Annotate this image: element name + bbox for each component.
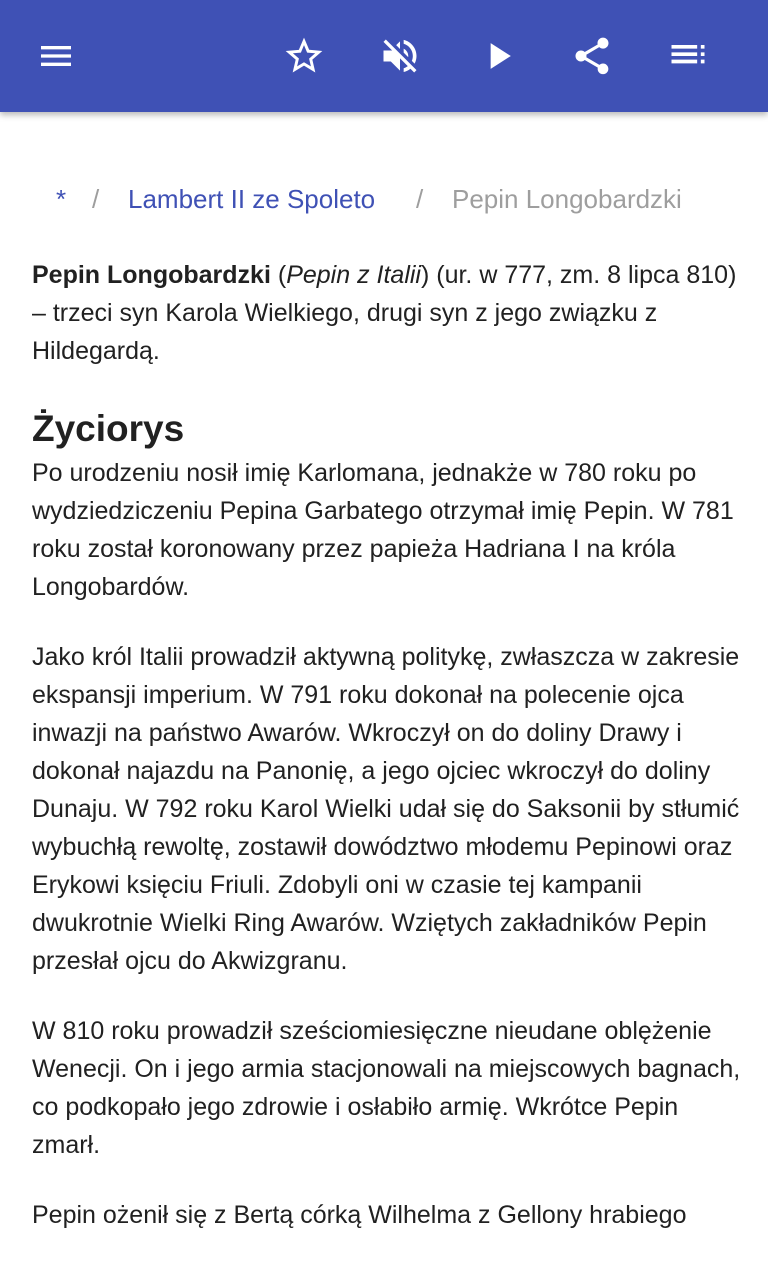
mute-button[interactable] (374, 30, 426, 82)
share-button[interactable] (566, 30, 618, 82)
paragraph: Po urodzeniu nosił imię Karlomana, jednakże w 780 roku po wydziedziczeniu Pepina Garbatego otrzymał imię Pepin. W 781 roku został koronowany przez papieża Hadriana I na króla Longobardów. (32, 459, 734, 601)
paragraph: Pepin ożenił się z Bertą córką Wilhelma z Gellony hrabiego (32, 1201, 687, 1229)
lead-text: ) (ur. w 777, zm. 8 lipca 810) – trzeci syn Karola Wielkiego, drugi syn z jego związku z Hildegardą. (32, 261, 737, 365)
table-of-contents-button[interactable] (662, 30, 714, 82)
play-icon (476, 34, 520, 78)
article-title-bold: Pepin Longobardzki (32, 261, 271, 289)
playlist-icon (666, 34, 710, 78)
paragraph: W 810 roku prowadził sześciomiesięczne nieudane oblężenie Wenecji. On i jego armia stacjonowali na miejscowych bagnach, co podkopało jego zdrowie i osłabiło armię. Wkrótce Pepin zmarł. (32, 1017, 741, 1159)
breadcrumb-current: Pepin Longobardzki (452, 184, 682, 214)
star-outline-icon (282, 34, 326, 78)
play-button[interactable] (472, 30, 524, 82)
article-content (0, 112, 768, 1280)
section-heading: Życiorys (32, 408, 185, 449)
breadcrumb (0, 182, 768, 222)
lead-paren: ( (270, 261, 287, 289)
lead-paragraph (32, 256, 744, 370)
volume-off-icon (378, 34, 422, 78)
menu-icon (36, 36, 76, 76)
share-icon (570, 34, 614, 78)
article-body (32, 256, 744, 1266)
menu-button[interactable] (30, 30, 82, 82)
breadcrumb-separator: / (416, 184, 424, 214)
breadcrumb-home-link[interactable]: * (56, 184, 67, 214)
alt-name: Pepin z Italii (286, 261, 421, 289)
breadcrumb-separator: / (92, 184, 100, 214)
favorite-button[interactable] (278, 30, 330, 82)
app-bar (0, 0, 768, 112)
breadcrumb-parent-link[interactable]: Lambert II ze Spoleto (128, 184, 376, 214)
paragraph: Jako król Italii prowadził aktywną politykę, zwłaszcza w zakresie ekspansji imperium. W 791 roku dokonał na polecenie ojca inwazji na państwo Awarów. Wkroczył on do doliny Drawy i dokonał najazdu na Panonię, a jego ojciec wkroczył do doliny Dunaju. W 792 roku Karol Wielki udał się do Saksonii by stłumić wybuchłą rewoltę, zostawił dowództwo młodemu Pepinowi oraz Erykowi księciu Friuli. Zdobyli oni w czasie tej kampanii dwukrotnie Wielki Ring Awarów. Wziętych zakładników Pepin przesłał ojcu do Akwizgranu. (32, 643, 740, 975)
